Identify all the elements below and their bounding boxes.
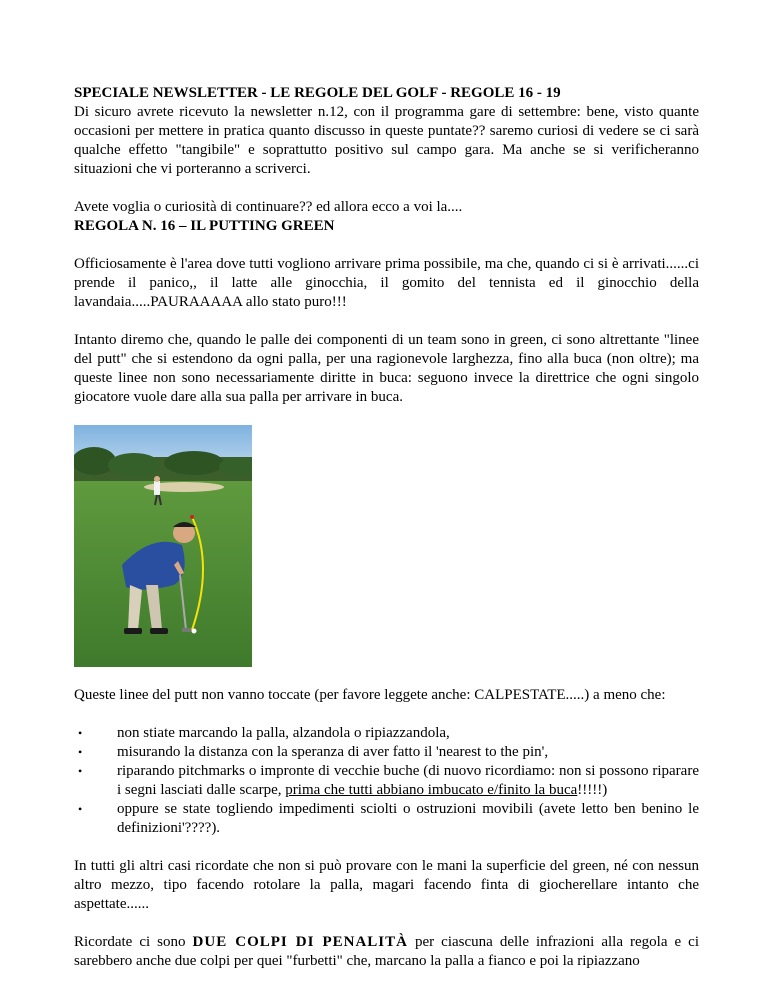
underlined-text: prima che tutti abbiano imbucato e/finito la buca (285, 782, 578, 798)
list-item: • misurando la distanza con la speranza di aver fatto il 'nearest to the pin', (117, 743, 699, 762)
paragraph-putt-lines: Intanto diremo che, quando le palle dei componenti di un team sono in green, ci sono altrettante "linee del putt" che si estendono da ogni palla, per una ragionevole larghezza, fino alla buca (non oltre); ma queste linee non sono necessariamente diritte in buca: seguono invece la direttrice che ogni singolo giocatore vuole dare alla sua palla per arrivare in buca. (74, 332, 699, 405)
document-page (74, 84, 699, 971)
paragraph-green-area: Officiosamente è l'area dove tutti vogliono arrivare prima possibile, ma che, quando ci si è arrivati......ci prende il panico,, il latte alle ginocchia, il gomito del tennista ed il ginocchio della lavandaia.....PAURAAAAA allo stato puro!!! (74, 256, 699, 310)
golfer-putting-illustration (74, 425, 252, 667)
paragraph-other-cases: In tutti gli altri casi ricordate che non si può provare con le mani la superficie del green, né con nessun altro mezzo, tipo facendo rotolare la palla, magari facendo finta di giocherellare intanto che aspettate...... (74, 858, 699, 912)
golfer-putting-photo (74, 425, 252, 667)
penalty-text-end: per ciascuna delle infrazioni alla regola e ci sarebbero anche due colpi per quei "furbetti" che, marcano la palla a fianco e poi la ripiazzano (74, 934, 699, 969)
list-item-text: riparando pitchmarks o impronte di vecchie buche (di nuovo ricordiamo: non si possono riparare i segni lasciati dalle scarpe, (117, 763, 699, 798)
penalty-text-start: Ricordate ci sono (74, 934, 193, 950)
paragraph-lines-not-touched: Queste linee del putt non vanno toccate (per favore leggete anche: CALPESTATE.....) a meno che: (74, 687, 666, 703)
list-item: • non stiate marcando la palla, alzandola o ripiazzandola, (117, 724, 699, 743)
exceptions-list (74, 724, 699, 838)
penalty-emphasis: DUE COLPI DI PENALITÀ (192, 934, 408, 950)
paragraph-penalty (74, 933, 699, 971)
rule-heading: REGOLA N. 16 – IL PUTTING GREEN (74, 218, 335, 234)
intro-paragraph: Di sicuro avrete ricevuto la newsletter n.12, con il programma gare di settembre: bene, visto quante occasioni per mettere in pratica quanto discusso in queste puntate?? saremo curiosi di vedere se ci sarà qualche effetto "tangibile" e soprattutto positivo sul campo gara. Ma anche se si verificheranno situazioni che vi porteranno a scriverci. (74, 104, 699, 177)
document-title: SPECIALE NEWSLETTER - LE REGOLE DEL GOLF - REGOLE 16 - 19 (74, 85, 561, 101)
question-paragraph: Avete voglia o curiosità di continuare?? ed allora ecco a voi la.... (74, 199, 463, 215)
list-item-text-end: !!!!!) (577, 782, 608, 798)
list-item: • oppure se state togliendo impedimenti sciolti o ostruzioni movibili (avete letto ben benino le definizioni'????). (117, 800, 699, 838)
list-item (117, 762, 699, 800)
